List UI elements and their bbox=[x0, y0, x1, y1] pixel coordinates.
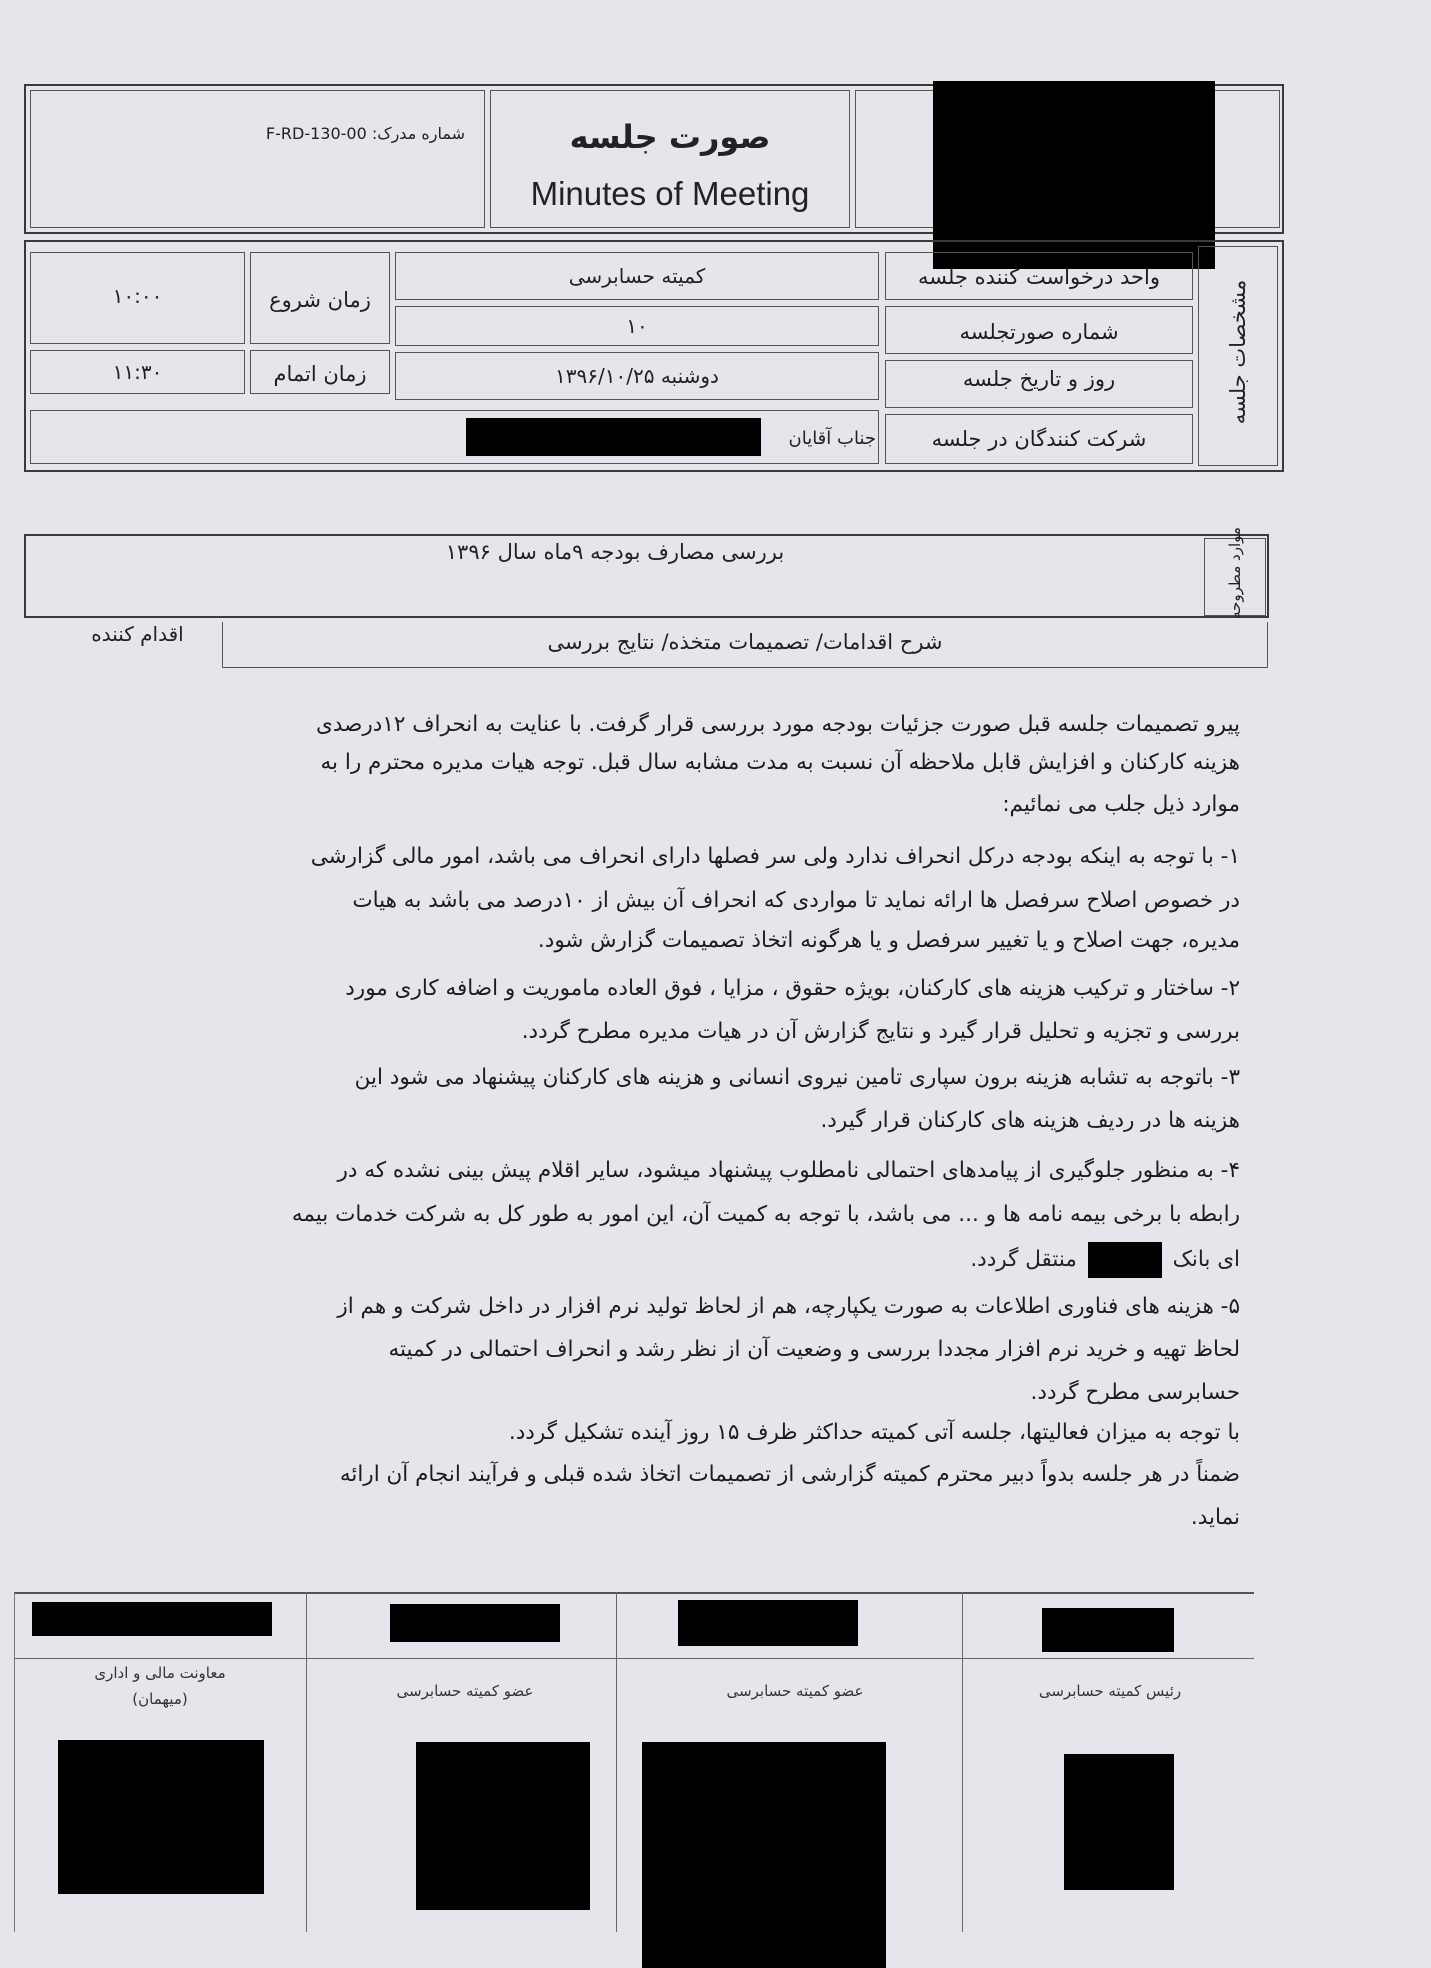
agenda-text: بررسی مصارف بودجه ۹ماه سال ۱۳۹۶ bbox=[445, 540, 785, 564]
meeting-info-section-label: مشخصات جلسه bbox=[1226, 279, 1250, 425]
body-line: با توجه به میزان فعالیتها، جلسه آتی کمیته حداکثر ظرف ۱۵ روز آینده تشکیل گردد. bbox=[508, 1420, 1240, 1445]
agenda-label: موارد مطروحه bbox=[1226, 527, 1244, 619]
body-line: ۱- با توجه به اینکه بودجه درکل انحراف ندارد ولی سر فصلها دارای انحراف می باشد، امور مالی گزارشی bbox=[310, 844, 1240, 869]
signature-divider-1 bbox=[306, 1592, 307, 1932]
requesting-unit-value: کمیته حسابرسی bbox=[568, 264, 706, 288]
redacted-signature-deputy bbox=[58, 1740, 264, 1894]
redacted-participants bbox=[466, 418, 761, 456]
redacted-signature-member-2 bbox=[642, 1742, 886, 1968]
body-line: هزینه ها در ردیف هزینه های کارکنان قرار گیرد. bbox=[820, 1108, 1240, 1133]
body-line: هزینه کارکنان و افزایش قابل ملاحظه آن نسبت به مدت مشابه سال قبل. توجه هیات مدیره محترم را به bbox=[320, 750, 1240, 775]
deputy-note: (میهمان) bbox=[132, 1690, 188, 1708]
body-line: رابطه با برخی بیمه نامه ها و ... می باشد، با توجه به کمیت آن، این امور به طور کل به شرکت خدمات بیمه bbox=[291, 1202, 1240, 1227]
body-line: لحاظ تهیه و خرید نرم افزار مجددا بررسی و وضعیت آن از نظر رشد و انحراف احتمالی در کمیته bbox=[388, 1337, 1240, 1362]
bank-prefix: ای بانک bbox=[1172, 1247, 1240, 1272]
participants-label: شرکت کنندگان در جلسه bbox=[931, 427, 1147, 451]
body-line: مدیره، جهت اصلاح و یا تغییر سرفصل و یا هرگونه اتخاذ تصمیمات گزارش شود. bbox=[537, 928, 1240, 953]
form-number-cell bbox=[30, 90, 485, 228]
bank-line bbox=[278, 1242, 1240, 1278]
deputy-title: معاونت مالی و اداری bbox=[94, 1664, 226, 1682]
minutes-number-label: شماره صورتجلسه bbox=[959, 320, 1119, 344]
redacted-name-member-2 bbox=[678, 1600, 858, 1646]
minutes-number-value: ۱۰ bbox=[626, 314, 648, 338]
body-line: ۳- باتوجه به تشابه هزینه برون سپاری تامین نیروی انسانی و هزینه های کارکنان پیشنهاد می شود این bbox=[354, 1065, 1240, 1090]
chairman-title: رئیس کمیته حسابرسی bbox=[1038, 1682, 1182, 1700]
form-number bbox=[240, 124, 465, 143]
date-value: دوشنبه ۱۳۹۶/۱۰/۲۵ bbox=[555, 364, 719, 388]
date-label: روز و تاریخ جلسه bbox=[962, 367, 1116, 391]
actions-description-label: شرح اقدامات/ تصمیمات متخذه/ نتایج بررسی bbox=[547, 630, 943, 654]
signature-divider-3 bbox=[962, 1592, 963, 1932]
participants-prefix: جناب آقایان bbox=[788, 428, 876, 449]
body-line: پیرو تصمیمات جلسه قبل صورت جزئیات بودجه مورد بررسی قرار گرفت. با عنایت به انحراف ۱۲درصدی bbox=[315, 712, 1240, 737]
form-number-value: F-RD-130-00 bbox=[265, 124, 367, 143]
end-time-value: ۱۱:۳۰ bbox=[112, 360, 163, 384]
start-time-label: زمان شروع bbox=[269, 288, 371, 312]
form-number-label: شماره مدرک: bbox=[371, 124, 465, 143]
body-line: نماید. bbox=[1190, 1505, 1240, 1530]
requesting-unit-label: واحد درخواست کننده جلسه bbox=[917, 265, 1160, 289]
body-line: حسابرسی مطرح گردد. bbox=[1030, 1380, 1240, 1405]
start-time-value: ۱۰:۰۰ bbox=[112, 284, 163, 308]
redacted-name-chairman bbox=[1042, 1608, 1174, 1652]
body-line: ۲- ساختار و ترکیب هزینه های کارکنان، بویژه حقوق ، مزایا ، فوق العاده ماموریت و اضافه کاری مورد bbox=[345, 976, 1240, 1001]
redacted-name-member-1 bbox=[390, 1604, 560, 1642]
member-2-title: عضو کمیته حسابرسی bbox=[726, 1682, 864, 1700]
title-english: Minutes of Meeting bbox=[530, 175, 810, 212]
member-1-title: عضو کمیته حسابرسی bbox=[396, 1682, 534, 1700]
title-persian: صورت جلسه bbox=[569, 118, 771, 156]
body-line: بررسی و تجزیه و تحلیل قرار گیرد و نتایج گزارش آن در هیات مدیره مطرح گردد. bbox=[521, 1019, 1240, 1044]
actor-label: اقدام کننده bbox=[91, 622, 184, 646]
body-line: در خصوص اصلاح سرفصل ها ارائه نماید تا مواردی که انحراف آن بیش از ۱۰درصد می باشد به هیات bbox=[352, 888, 1240, 913]
bank-line-text: منتقل گردد. bbox=[970, 1247, 1077, 1272]
end-time-label: زمان اتمام bbox=[273, 362, 367, 386]
signature-row-divider bbox=[14, 1658, 1254, 1659]
body-line: موارد ذیل جلب می نمائیم: bbox=[1002, 792, 1240, 817]
redacted-bank-name bbox=[1088, 1242, 1162, 1278]
redacted-signature-member-1 bbox=[416, 1742, 590, 1910]
signature-divider-2 bbox=[616, 1592, 617, 1932]
body-line: ۵- هزینه های فناوری اطلاعات به صورت یکپارچه، هم از لحاظ تولید نرم افزار در داخل شرکت و هم از bbox=[337, 1294, 1240, 1319]
body-line: ضمناً در هر جلسه بدواً دبیر محترم کمیته گزارشی از تصمیمات اتخاذ شده قبلی و فرآیند انجام آن ارائه bbox=[339, 1462, 1240, 1487]
redacted-signature-chairman bbox=[1064, 1754, 1174, 1890]
body-line: ۴- به منظور جلوگیری از پیامدهای احتمالی نامطلوب پیشنهاد میشود، سایر اقلام پیش بینی نشده که در bbox=[337, 1158, 1240, 1183]
redacted-name-deputy bbox=[32, 1602, 272, 1636]
